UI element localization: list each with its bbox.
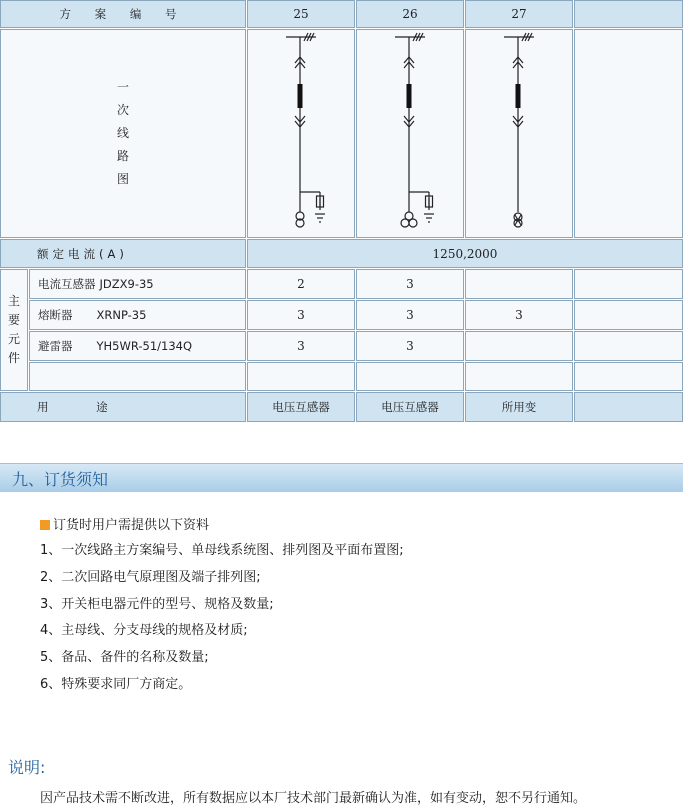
component-value: 3 [465, 300, 573, 330]
circuit-diagram-27 [488, 30, 558, 236]
order-item: 4、主母线、分支母线的规格及材质; [40, 623, 248, 639]
component-value [574, 300, 683, 330]
component-value: 3 [356, 300, 464, 330]
main-components-label: 主 要 元 件 [0, 269, 28, 391]
rated-current-value: 1250,2000 [247, 239, 683, 268]
circuit-diagram-25 [270, 30, 340, 236]
scheme-number-blank [574, 0, 683, 28]
component-value [465, 362, 573, 391]
component-value [465, 269, 573, 299]
order-item: 5、备品、备件的名称及数量; [40, 650, 209, 666]
diagram-label: 一 次 线 路 图 [0, 29, 246, 238]
usage-value [574, 392, 683, 422]
component-value [574, 331, 683, 361]
order-item: 2、二次回路电气原理图及端子排列图; [40, 569, 261, 585]
scheme-number-26: 26 [356, 0, 464, 28]
component-value [574, 269, 683, 299]
component-value: 3 [356, 269, 464, 299]
order-items-list [40, 538, 404, 699]
component-value [247, 362, 355, 391]
component-name-fuse: 熔断器 XRNP-35 [29, 300, 246, 330]
component-value [574, 362, 683, 391]
order-item: 1、一次线路主方案编号、单母线系统图、排列图及平面布置图; [40, 543, 404, 558]
component-value [356, 362, 464, 391]
order-item: 6、特殊要求同厂方商定。 [40, 676, 192, 692]
order-lead-text: 订货时用户需提供以下资料 [53, 518, 210, 533]
note-title: 说明: [8, 758, 46, 777]
diagram-cell-blank [574, 29, 683, 238]
usage-label: 用 途 [0, 392, 246, 422]
usage-value: 所用变 [465, 392, 573, 422]
usage-value: 电压互感器 [247, 392, 355, 422]
rated-current-label: 额定电流(A) [0, 239, 246, 268]
component-value: 3 [247, 300, 355, 330]
usage-value: 电压互感器 [356, 392, 464, 422]
component-value: 2 [247, 269, 355, 299]
scheme-number-label: 方 案 编 号 [0, 0, 246, 28]
note-text: 因产品技术需不断改进，所有数据应以本厂技术部门最新确认为准，如有变动，恕不另行通知。 [40, 791, 587, 806]
order-lead [40, 514, 209, 533]
circuit-diagram-26 [379, 30, 449, 236]
order-notice-header [0, 463, 683, 492]
component-value: 3 [356, 331, 464, 361]
order-notice-title: 九、订货须知 [12, 470, 109, 489]
scheme-number-25: 25 [247, 0, 355, 28]
component-name-ct: 电流互感器 JDZX9-35 [29, 269, 246, 299]
scheme-number-27: 27 [465, 0, 573, 28]
component-name-blank [29, 362, 246, 391]
orange-square-icon [40, 520, 50, 530]
component-value [465, 331, 573, 361]
component-value: 3 [247, 331, 355, 361]
order-item: 3、开关柜电器元件的型号、规格及数量; [40, 596, 274, 612]
component-name-arrester: 避雷器 YH5WR-51/134Q [29, 331, 246, 361]
